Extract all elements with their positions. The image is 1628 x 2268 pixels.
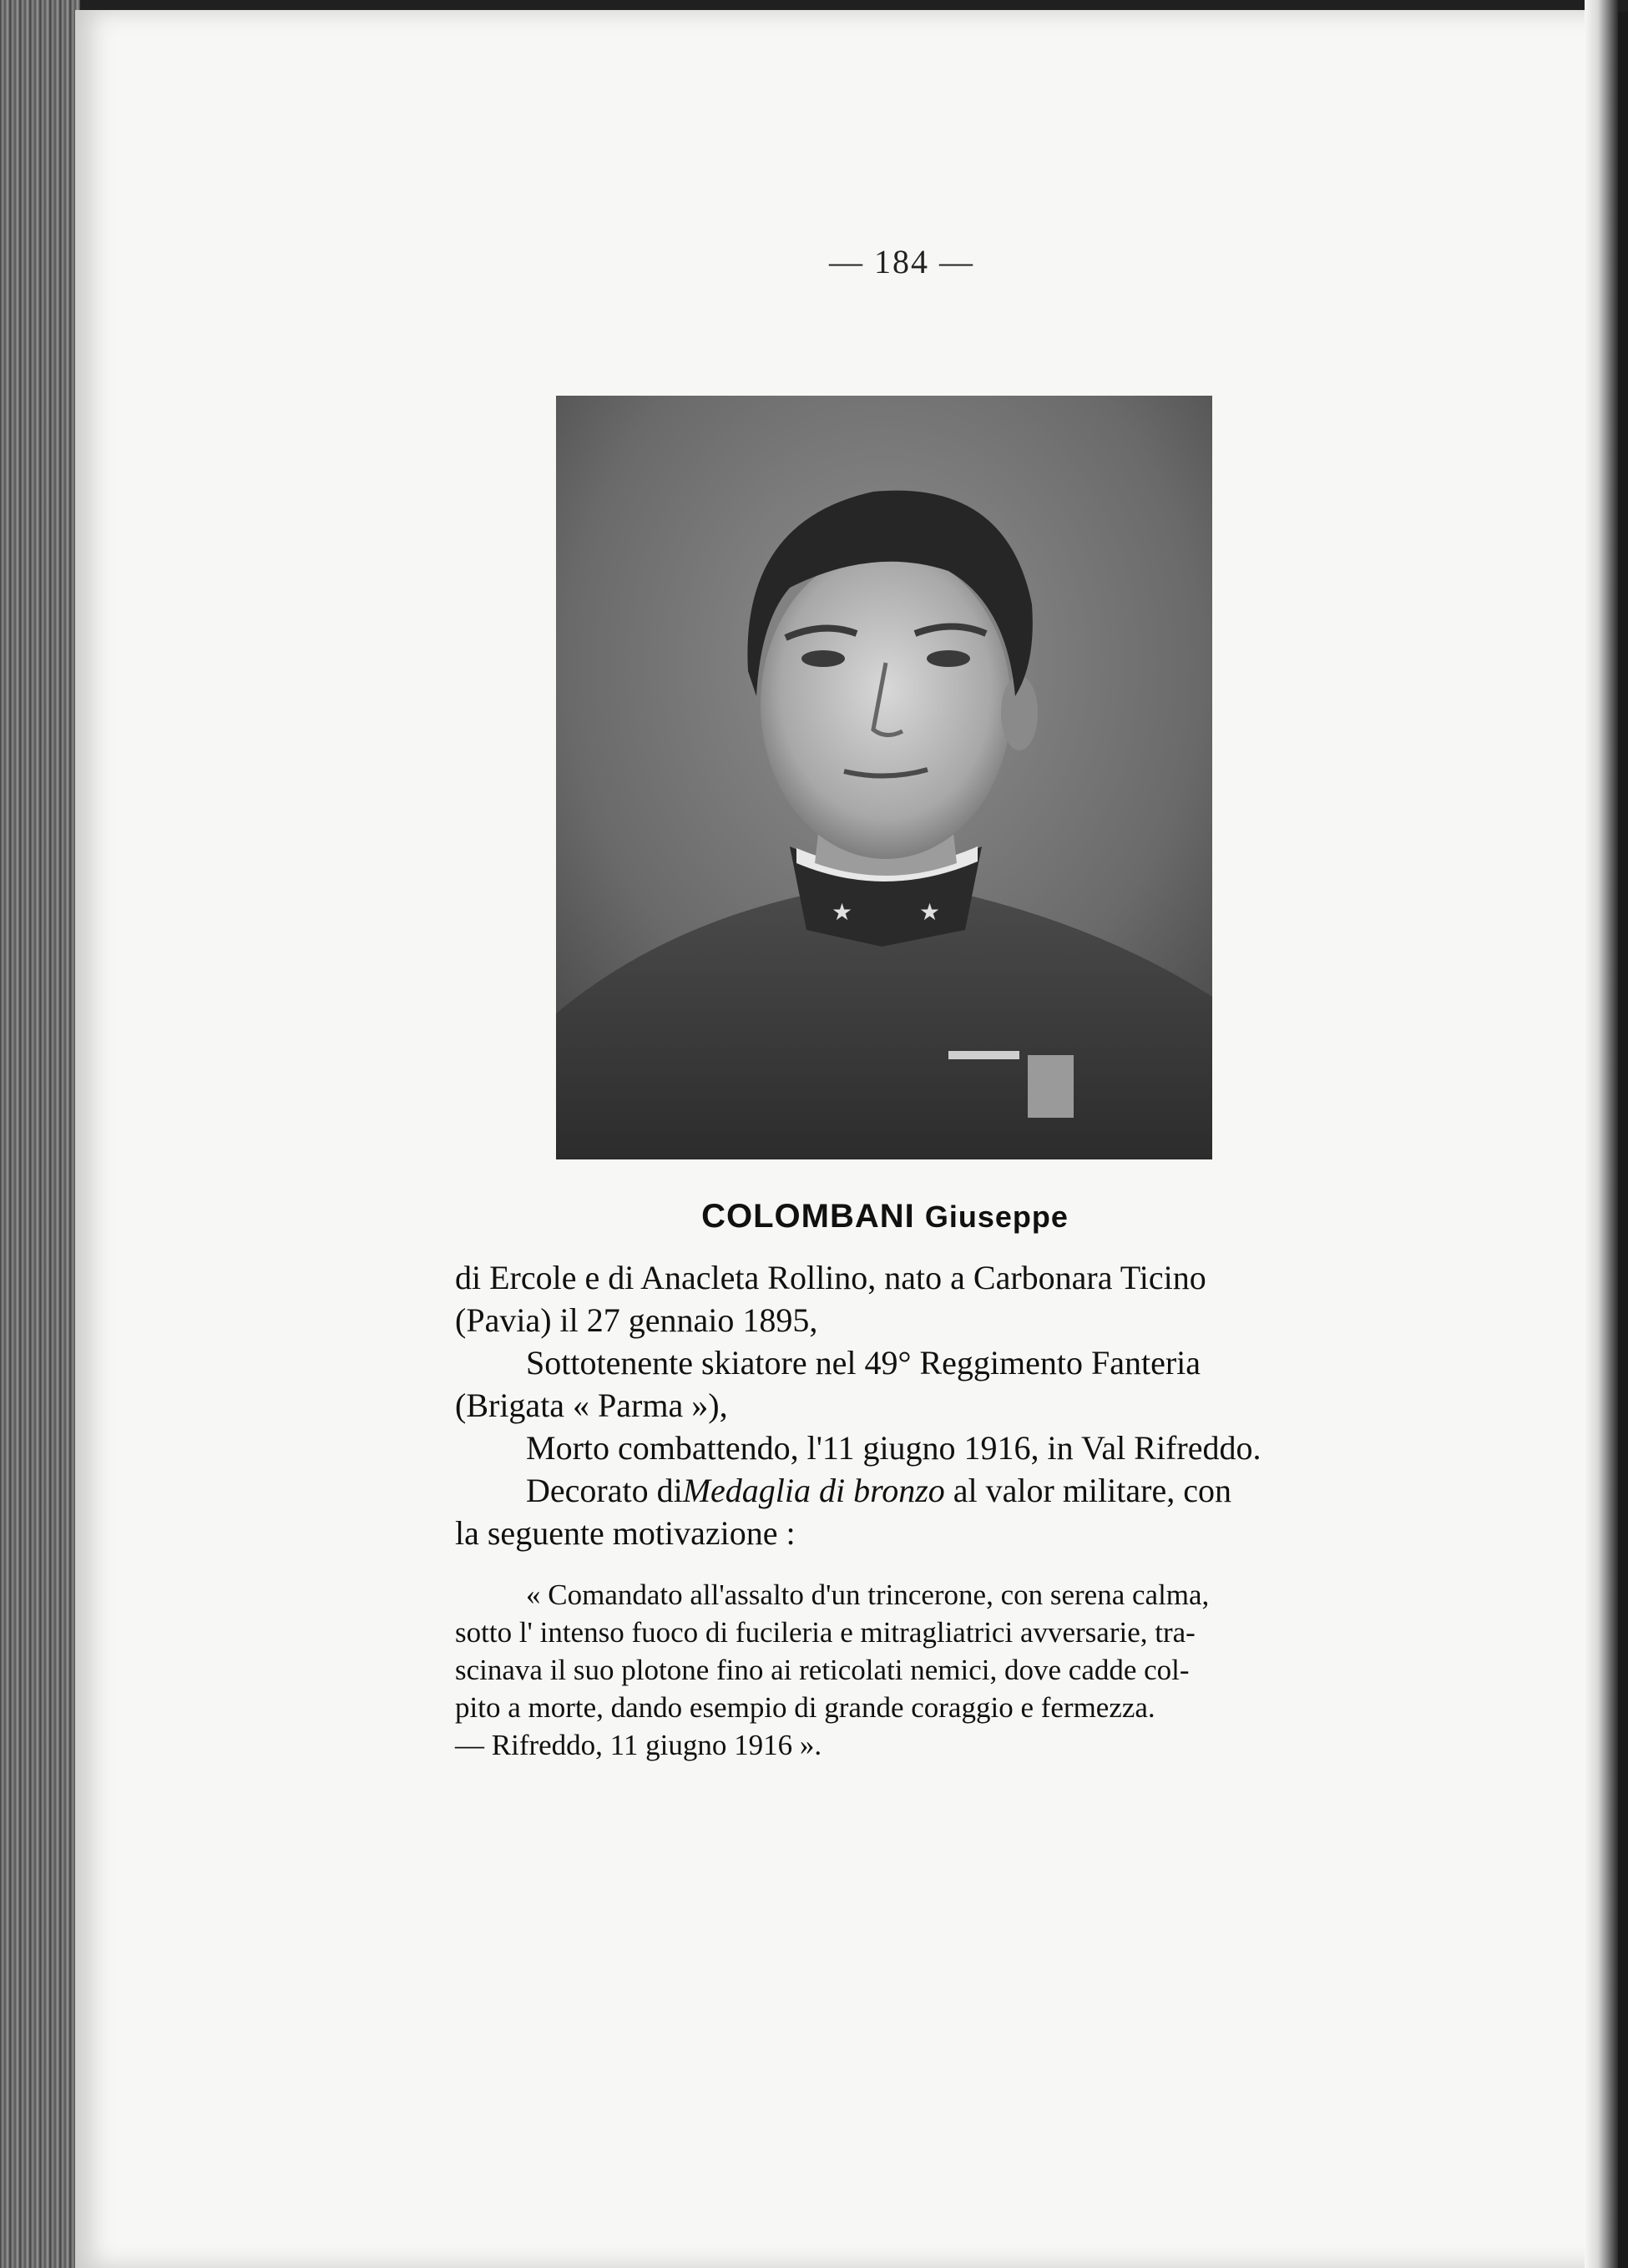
medal-name: Medaglia di bronzo [682, 1472, 945, 1509]
bio-line-5: Morto combattendo, l'11 giugno 1916, in Val Rifreddo. [526, 1429, 1261, 1467]
bio-line-1: di Ercole e di Anacleta Rollino, nato a Carbonara Ticino [455, 1259, 1206, 1296]
portrait-photo [556, 396, 1212, 1159]
page-number: — 184 — [829, 243, 974, 280]
biography [455, 1256, 1315, 1554]
book-page-edges [0, 0, 80, 2268]
bio-line-6 [455, 1469, 1315, 1512]
svg-text:★: ★ [832, 898, 853, 926]
motivation-line-4: pito a morte, dando esempio di grande coraggio e fermezza. [455, 1691, 1155, 1724]
person-surname: COLOMBANI [701, 1198, 915, 1235]
bio-line-4: (Brigata « Parma »), [455, 1387, 728, 1424]
person-given-name: Giuseppe [924, 1200, 1069, 1234]
decoration-prefix: Decorato di [526, 1472, 683, 1509]
scan-right-edge [1585, 0, 1618, 2268]
decoration-suffix: al valor militare, con [944, 1472, 1231, 1509]
bio-line-7: la seguente motivazione : [455, 1514, 796, 1552]
motivation-line-5: — Rifreddo, 11 giugno 1916 ». [455, 1729, 822, 1761]
motivation-line-3: scinava il suo plotone fino ai reticolati nemici, dove cadde col- [455, 1654, 1190, 1686]
person-name-heading [635, 1198, 1135, 1235]
bio-line-2: (Pavia) il 27 gennaio 1895, [455, 1301, 818, 1339]
motivation-citation [455, 1576, 1315, 1764]
svg-text:★: ★ [919, 898, 941, 926]
motivation-line-1: « Comandato all'assalto d'un trincerone, con serena calma, [526, 1579, 1210, 1611]
bio-line-3: Sottotenente skiatore nel 49° Reggimento Fanteria [526, 1344, 1201, 1382]
portrait-photo-icon [556, 396, 1212, 1159]
motivation-line-2: sotto l' intenso fuoco di fucileria e mitragliatrici avversarie, tra- [455, 1616, 1196, 1649]
